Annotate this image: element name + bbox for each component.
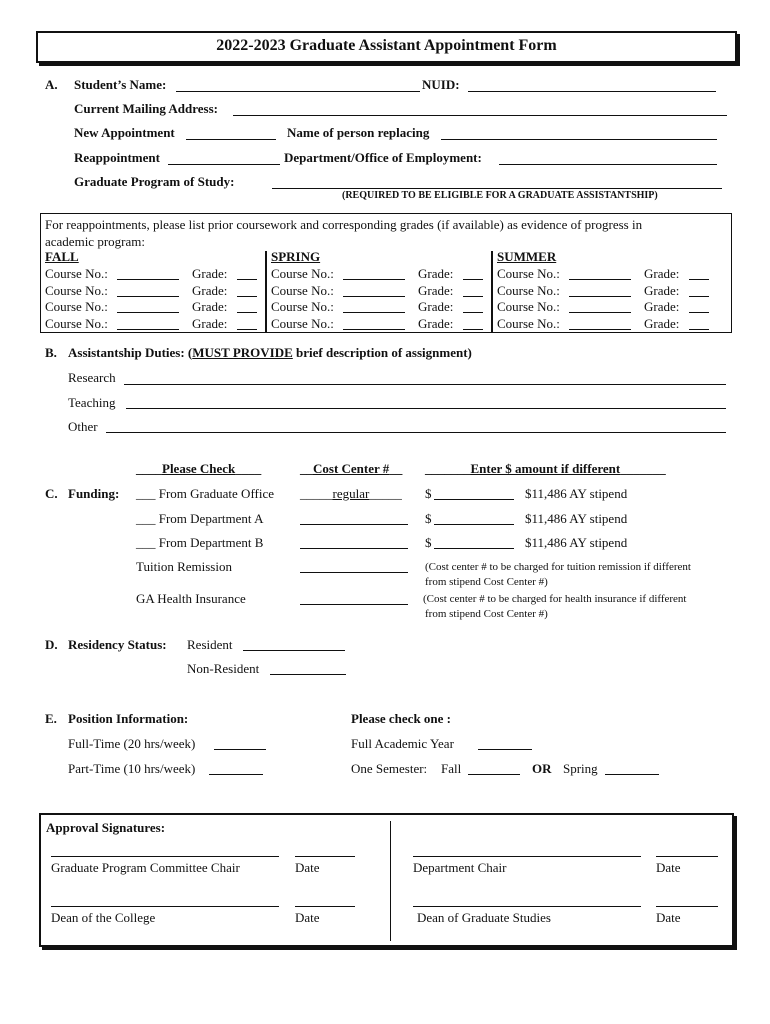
course-no-field-spring[interactable]	[343, 279, 405, 280]
duty-teaching-label: Teaching	[68, 395, 116, 410]
tuition-note-2: from stipend Cost Center #)	[425, 576, 548, 588]
health-insurance-label: GA Health Insurance	[136, 591, 246, 606]
coursework-intro-line2: academic program:	[45, 234, 145, 249]
or-label: OR	[532, 761, 552, 776]
nonresident-label: Non-Resident	[187, 661, 260, 676]
term-spring: SPRING	[271, 249, 321, 264]
course-no-label-spring: Course No.:	[271, 315, 334, 331]
dean-graduate-date-label: Date	[656, 910, 681, 925]
new-appointment-field[interactable]	[186, 139, 276, 140]
term-fall: FALL	[45, 249, 79, 264]
spring-field[interactable]	[605, 774, 659, 775]
course-no-label-summer: Course No.:	[497, 299, 560, 314]
dean-college-signature-line[interactable]	[51, 906, 279, 907]
course-no-label-fall: Course No.:	[45, 282, 108, 298]
department-chair-date-label: Date	[656, 860, 681, 875]
amount-dollar-3: $	[425, 535, 432, 550]
grade-label-fall: Grade:	[192, 299, 228, 314]
col-please-check: ____Please Check____	[136, 461, 262, 476]
grade-label-fall: Grade:	[192, 266, 228, 281]
course-no-field-spring[interactable]	[343, 312, 405, 313]
grade-field-summer[interactable]	[689, 329, 709, 330]
resident-label: Resident	[187, 637, 233, 652]
approval-heading: Approval Signatures:	[46, 820, 166, 835]
funding-department-b[interactable]: ___ From Department B	[136, 535, 264, 550]
funding-graduate-office[interactable]: ___ From Graduate Office	[136, 486, 275, 501]
course-no-field-spring[interactable]	[343, 296, 405, 297]
term-summer: SUMMER	[497, 249, 557, 264]
course-no-field-spring[interactable]	[343, 329, 405, 330]
dean-college-label: Dean of the College	[51, 910, 156, 925]
replacing-label: Name of person replacing	[287, 125, 430, 140]
duty-teaching-field[interactable]	[126, 408, 726, 409]
section-c-letter: C.	[45, 486, 58, 501]
course-no-field-fall[interactable]	[117, 296, 179, 297]
grade-field-spring[interactable]	[463, 279, 483, 280]
department-label: Department/Office of Employment:	[284, 150, 482, 165]
new-appointment-label: New Appointment	[74, 125, 175, 140]
stipend-1: $11,486 AY stipend	[525, 486, 628, 501]
nonresident-field[interactable]	[270, 674, 346, 675]
grade-label-spring: Grade:	[418, 299, 454, 314]
section-e-letter: E.	[45, 711, 57, 726]
department-chair-date-line[interactable]	[656, 856, 718, 857]
tuition-cost-center-field[interactable]	[300, 572, 408, 573]
section-d-letter: D.	[45, 637, 58, 652]
student-name-label: Student’s Name:	[74, 77, 167, 92]
course-no-field-summer[interactable]	[569, 296, 631, 297]
duties-heading-must: MUST PROVIDE	[192, 345, 293, 360]
course-no-label-summer: Course No.:	[497, 282, 560, 298]
course-no-label-fall: Course No.:	[45, 266, 108, 281]
term-divider-1	[265, 251, 267, 332]
dean-college-date-line[interactable]	[295, 906, 355, 907]
grade-label-summer: Grade:	[644, 282, 680, 298]
residency-label: Residency Status:	[68, 637, 167, 652]
col-cost-center: __Cost Center #__	[300, 461, 403, 476]
dean-graduate-date-line[interactable]	[656, 906, 718, 907]
amount-dollar-2: $	[425, 511, 432, 526]
committee-chair-signature-line[interactable]	[51, 856, 279, 857]
course-no-label-fall: Course No.:	[45, 315, 108, 331]
duty-research-field[interactable]	[124, 384, 726, 385]
program-note: (REQUIRED TO BE ELIGIBLE FOR A GRADUATE ASSISTANTSHIP)	[342, 190, 658, 201]
amount-dollar-1: $	[425, 486, 432, 501]
tuition-note-1: (Cost center # to be charged for tuition remission if different	[425, 561, 691, 573]
course-no-label-spring: Course No.:	[271, 282, 334, 298]
part-time-field[interactable]	[209, 774, 263, 775]
cost-center-regular[interactable]: _____regular_____	[300, 486, 402, 501]
course-no-label-fall: Course No.:	[45, 299, 108, 314]
grade-field-summer[interactable]	[689, 279, 709, 280]
cost-center-field-2[interactable]	[300, 524, 408, 525]
committee-chair-date-line[interactable]	[295, 856, 355, 857]
amount-field-1[interactable]	[434, 499, 514, 500]
cost-center-field-3[interactable]	[300, 548, 408, 549]
section-b-letter: B.	[45, 345, 57, 360]
grade-label-spring: Grade:	[418, 282, 454, 298]
committee-chair-date-label: Date	[295, 860, 320, 875]
department-chair-label: Department Chair	[413, 860, 507, 875]
stipend-2: $11,486 AY stipend	[525, 511, 628, 526]
duties-heading-pre: Assistantship Duties: (	[68, 345, 193, 360]
grade-field-spring[interactable]	[463, 296, 483, 297]
course-no-label-spring: Course No.:	[271, 299, 334, 314]
department-chair-signature-line[interactable]	[413, 856, 641, 857]
approval-signatures-box	[39, 813, 734, 947]
course-no-label-spring: Course No.:	[271, 266, 334, 281]
duties-heading-post: brief description of assignment)	[292, 345, 472, 360]
fall-label: Fall	[441, 761, 462, 776]
grade-label-spring: Grade:	[418, 266, 454, 281]
term-divider-2	[491, 251, 493, 332]
coursework-intro-line1: For reappointments, please list prior coursework and corresponding grades (if available) as evidence of progress in	[45, 217, 643, 232]
part-time-label: Part-Time (10 hrs/week)	[68, 761, 196, 776]
one-semester-label: One Semester:	[351, 761, 428, 776]
replacing-field[interactable]	[441, 139, 717, 140]
duty-other-field[interactable]	[106, 432, 726, 433]
duties-heading	[68, 345, 472, 361]
funding-department-a[interactable]: ___ From Department A	[136, 511, 264, 526]
course-no-field-summer[interactable]	[569, 312, 631, 313]
nuid-field[interactable]	[468, 91, 716, 92]
dean-college-date-label: Date	[295, 910, 320, 925]
spring-label: Spring	[563, 761, 598, 776]
tuition-remission-label: Tuition Remission	[136, 559, 232, 574]
course-no-field-fall[interactable]	[117, 312, 179, 313]
section-a-letter: A.	[45, 77, 58, 92]
course-no-field-fall[interactable]	[117, 329, 179, 330]
grade-label-fall: Grade:	[192, 282, 228, 298]
position-label: Position Information:	[68, 711, 189, 726]
program-field[interactable]	[272, 188, 722, 189]
check-one-label: Please check one :	[351, 711, 452, 726]
grade-field-spring[interactable]	[463, 312, 483, 313]
student-name-field[interactable]	[176, 91, 420, 92]
signature-divider	[390, 821, 391, 941]
course-no-label-summer: Course No.:	[497, 315, 560, 331]
course-no-label-summer: Course No.:	[497, 266, 560, 281]
coursework-box	[40, 213, 732, 333]
department-field[interactable]	[499, 164, 717, 165]
grade-field-summer[interactable]	[689, 312, 709, 313]
mailing-address-label: Current Mailing Address:	[74, 101, 218, 116]
col-amount: _______Enter $ amount if different_______	[425, 461, 666, 476]
course-no-field-summer[interactable]	[569, 279, 631, 280]
grade-field-fall[interactable]	[237, 279, 257, 280]
grade-field-fall[interactable]	[237, 296, 257, 297]
grade-label-summer: Grade:	[644, 299, 680, 314]
grade-label-summer: Grade:	[644, 315, 680, 331]
reappointment-label: Reappointment	[74, 150, 160, 165]
duty-other-label: Other	[68, 419, 98, 434]
full-time-field[interactable]	[214, 749, 266, 750]
amount-field-3[interactable]	[434, 548, 514, 549]
amount-field-2[interactable]	[434, 524, 514, 525]
health-note-1: (Cost center # to be charged for health insurance if different	[423, 593, 687, 605]
nuid-label: NUID:	[422, 77, 460, 92]
full-year-label: Full Academic Year	[351, 736, 454, 751]
mailing-address-field[interactable]	[233, 115, 727, 116]
health-cost-center-field[interactable]	[300, 604, 408, 605]
grade-label-spring: Grade:	[418, 315, 454, 331]
fall-field[interactable]	[468, 774, 520, 775]
full-time-label: Full-Time (20 hrs/week)	[68, 736, 196, 751]
grade-label-fall: Grade:	[192, 315, 228, 331]
title-box	[36, 31, 737, 63]
stipend-3: $11,486 AY stipend	[525, 535, 628, 550]
dean-graduate-signature-line[interactable]	[413, 906, 641, 907]
form-title: 2022-2023 Graduate Assistant Appointment Form	[216, 37, 557, 54]
full-year-field[interactable]	[478, 749, 532, 750]
health-note-2: from stipend Cost Center #)	[425, 608, 548, 620]
dean-graduate-label: Dean of Graduate Studies	[417, 910, 551, 925]
grade-field-summer[interactable]	[689, 296, 709, 297]
program-label: Graduate Program of Study:	[74, 174, 235, 189]
committee-chair-label: Graduate Program Committee Chair	[51, 860, 240, 875]
grade-field-fall[interactable]	[237, 329, 257, 330]
grade-field-spring[interactable]	[463, 329, 483, 330]
funding-label: Funding:	[68, 486, 120, 501]
course-no-field-summer[interactable]	[569, 329, 631, 330]
resident-field[interactable]	[243, 650, 345, 651]
reappointment-field[interactable]	[168, 164, 280, 165]
duty-research-label: Research	[68, 370, 116, 385]
course-no-field-fall[interactable]	[117, 279, 179, 280]
grade-label-summer: Grade:	[644, 266, 680, 281]
grade-field-fall[interactable]	[237, 312, 257, 313]
